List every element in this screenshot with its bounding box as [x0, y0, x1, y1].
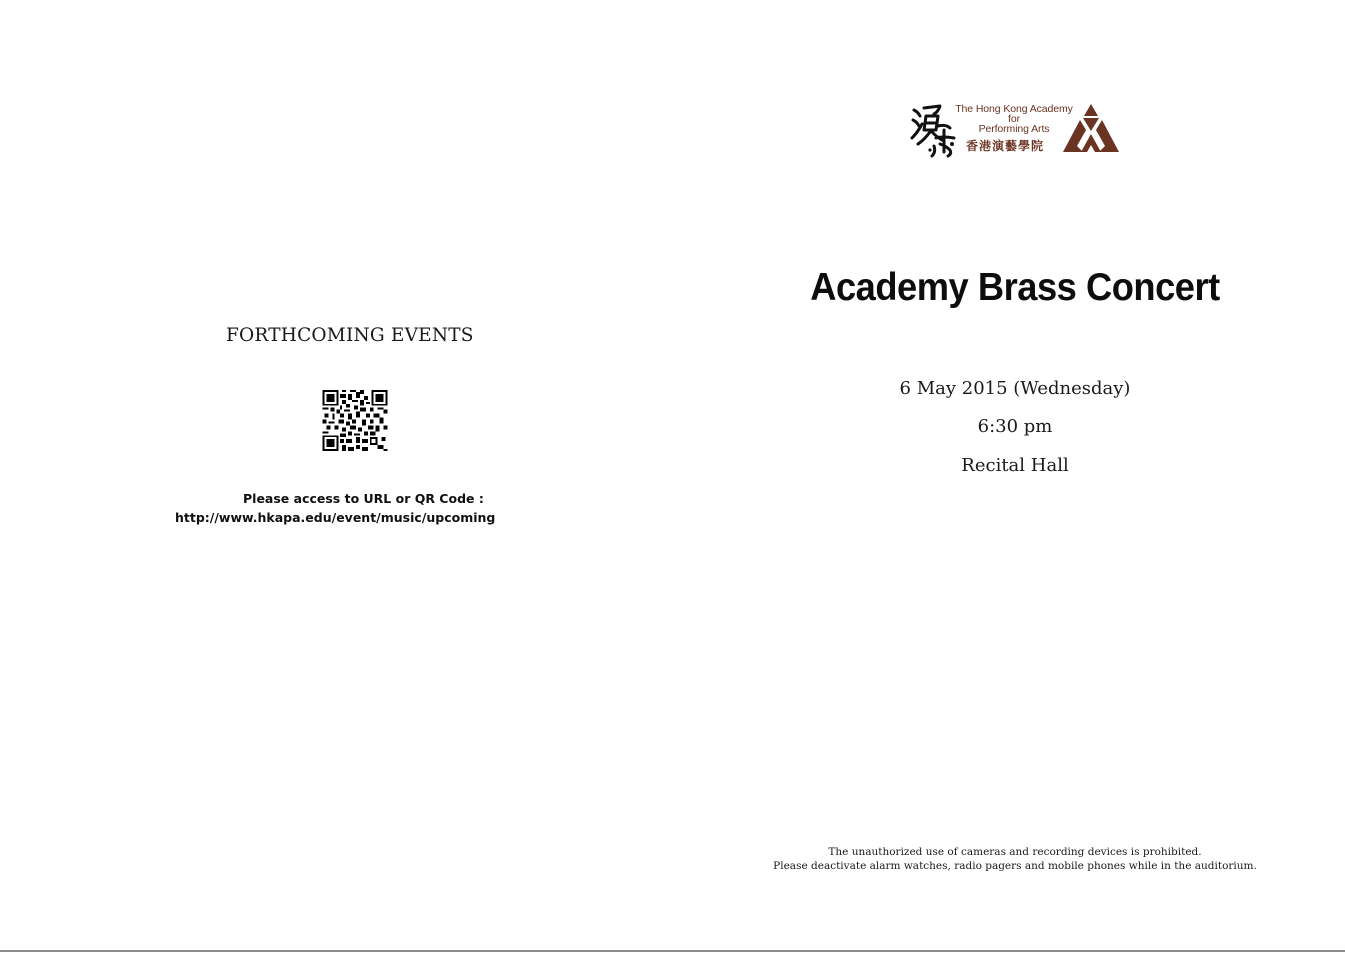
notice-recording: The unauthorized use of cameras and recording devices is prohibited.	[828, 846, 1202, 858]
forthcoming-events-heading: FORTHCOMING EVENTS	[226, 325, 474, 346]
notice-devices: Please deactivate alarm watches, radio pagers and mobile phones while in the auditorium.	[773, 860, 1257, 872]
concert-title: Academy Brass Concert	[810, 266, 1220, 309]
event-venue: Recital Hall	[961, 455, 1069, 476]
academy-english-name: The Hong Kong Academy for Performing Arts	[955, 103, 1073, 136]
academy-chinese-name: 香港演藝學院	[966, 139, 1045, 153]
front-cover-panel	[710, 0, 1345, 950]
qr-access-instruction: Please access to URL or QR Code :	[243, 491, 484, 506]
qr-code-icon	[322, 390, 388, 451]
event-date: 6 May 2015 (Wednesday)	[899, 378, 1131, 399]
academy-logo	[910, 100, 1120, 160]
upcoming-events-url: http://www.hkapa.edu/event/music/upcoming	[175, 510, 496, 525]
academy-emblem-icon	[1063, 104, 1119, 152]
event-time: 6:30 pm	[977, 416, 1053, 437]
audience-notice	[710, 845, 1320, 873]
page-bottom-border	[0, 950, 1345, 952]
